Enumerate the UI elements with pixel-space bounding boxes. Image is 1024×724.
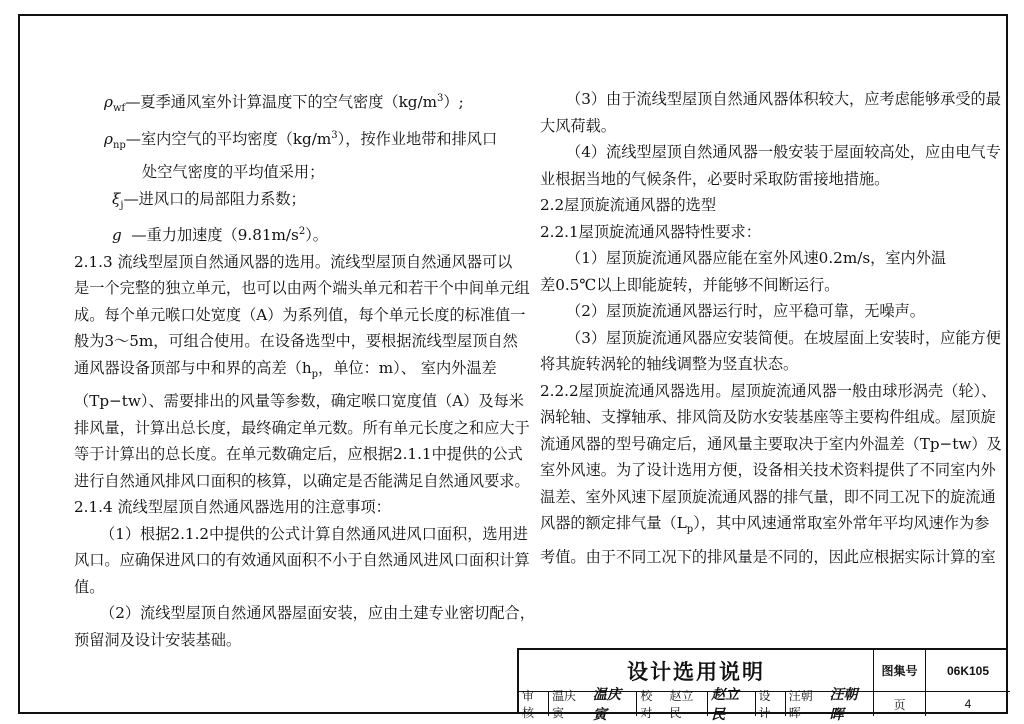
approval-row xyxy=(519,687,874,723)
para-213-line: 成。每个单元喉口处宽度（A）为系列值，每个单元长度的标准值一 xyxy=(74,305,526,324)
para-222-line: 室外风速。为了设计选用方便，设备相关技术资料提供了不同室内外 xyxy=(540,461,996,479)
g-line: g —重力加速度$(9.81m/s^2)$。 xyxy=(112,226,328,245)
item2-line: 预留洞及设计安装基础。 xyxy=(74,630,242,649)
heading-22: 2.2屋顶旋流通风器的选型 xyxy=(540,196,717,214)
item2-line: （2）流线型屋顶自然通风器屋面安装，应由土建专业密切配合， xyxy=(100,604,535,623)
para-213-line: 排风量，计算出总长度，最终确定单元数。所有单元长度之和应大于 xyxy=(74,418,530,437)
title-block xyxy=(517,648,1008,723)
rho-np-line: $\rho_{np}—$室内空气的平均密度$(kg/m^3)$，按作业地带和排风口 xyxy=(104,129,498,151)
checker-name: 赵立民 xyxy=(669,689,694,720)
page-number: 4 xyxy=(964,697,972,711)
check-label: 校对 xyxy=(640,689,653,720)
para-222-line: 风器的额定排气量$(L_p)$，其中风速通常取室外常年平均风速作为参 xyxy=(540,514,990,536)
para-213-line: 般为3～5m，可组合使用。在设备选型中，要根据流线型屋顶自然 xyxy=(74,332,518,351)
para-213-line: 通风器设备顶部与中和界的高差（$h_p$，单位：m）、 室内外温差 xyxy=(74,358,497,380)
drawing-title: 设计选用说明 xyxy=(519,650,874,692)
para-222-line: 考值。由于不同工况下的排风量是不同的，因此应根据实际计算的室 xyxy=(540,547,996,566)
item3-line: （3）由于流线型屋顶自然通风器体积较大，应考虑能够承受的最 xyxy=(566,90,1001,108)
heading-221: 2.2.1屋顶旋流通风器特性要求： xyxy=(540,222,761,241)
reviewer-signature: 温庆寅 xyxy=(592,687,621,723)
reviewer-name: 温庆寅 xyxy=(552,689,577,720)
rho-np-continuation: 处空气密度的平均值采用； xyxy=(142,163,325,182)
req1-line: （1）屋顶旋流通风器应能在室外风速0.2m/s，室内外温 xyxy=(566,249,947,267)
atlas-number-value: 06K105 xyxy=(926,650,1010,692)
designer-signature: 汪朝晖 xyxy=(829,687,858,723)
req1-line: 差0.5℃以上即能旋转，并能够不间断运行。 xyxy=(540,275,840,294)
right-column xyxy=(540,86,1002,570)
para-213-line: 2.1.3 流线型屋顶自然通风器的选用。流线型屋顶自然通风器可以 xyxy=(74,252,513,271)
para-222-line: 涡轮轴、支撑轴承、排风筒及防水安装基座等主要构件组成。屋顶旋 xyxy=(540,408,996,426)
left-column xyxy=(74,86,535,653)
item1-line: 值。 xyxy=(74,577,105,596)
item3-line: 大风荷载。 xyxy=(540,116,616,135)
review-label: 审核 xyxy=(522,689,535,720)
para-213-line: （Tp−tw）、需要排出的风量等参数，确定喉口宽度值（A）及每米 xyxy=(74,392,524,411)
item1-line: 风口。应确保进风口的有效通风面积不小于自然通风进风口面积计算 xyxy=(74,551,530,570)
checker-signature: 赵立民 xyxy=(711,687,740,723)
rho-wf-line: $\rho_{wf}—$夏季通风室外计算温度下的空气密度$(kg/m^3)$; xyxy=(104,93,464,115)
xi-line: $\xi_j—$进风口的局部阻力系数； xyxy=(112,189,306,211)
req3-line: 将其旋转涡轮的轴线调整为竖直状态。 xyxy=(540,355,799,373)
para-222-line: 2.2.2屋顶旋流通风器选用。屋顶旋流通风器一般由球形涡壳（轮）、 xyxy=(540,381,997,400)
design-label: 设计 xyxy=(758,689,771,720)
para-213-line: 是一个完整的独立单元，也可以由两个端头单元和若干个中间单元组 xyxy=(74,279,530,298)
para-213-line: 等于计算出的总长度。在单元数确定后，应根据2.1.1中提供的公式 xyxy=(74,445,523,464)
para-222-line: 温差、室外风速下屋顶旋流通风器的排气量，即不同工况下的旋流通 xyxy=(540,487,996,506)
para-222-line: 流通风器的型号确定后，通风量主要取决于室内外温差（Tp−tw）及 xyxy=(540,434,1002,453)
req3-line: （3）屋顶旋流通风器应安装简便。在坡屋面上安装时，应能方便 xyxy=(566,328,1001,347)
item4-line: 业根据当地的气候条件，必要时采取防雷接地措施。 xyxy=(540,169,890,188)
req2-line: （2）屋顶旋流通风器运行时，应平稳可靠，无噪声。 xyxy=(566,302,925,320)
heading-214: 2.1.4 流线型屋顶自然通风器选用的注意事项： xyxy=(74,498,391,517)
item1-line: （1）根据2.1.2中提供的公式计算自然通风进风口面积，选用进 xyxy=(100,524,528,543)
para-213-line: 进行自然通风排风口面积的核算，以确定是否能满足自然通风要求。 xyxy=(74,471,530,490)
atlas-number-label: 图集号 xyxy=(874,650,926,692)
designer-name: 汪朝晖 xyxy=(788,689,813,720)
page-label: 页 xyxy=(874,692,926,716)
item4-line: （4）流线型屋顶自然通风器一般安装于屋面较高处，应由电气专 xyxy=(566,143,1001,161)
